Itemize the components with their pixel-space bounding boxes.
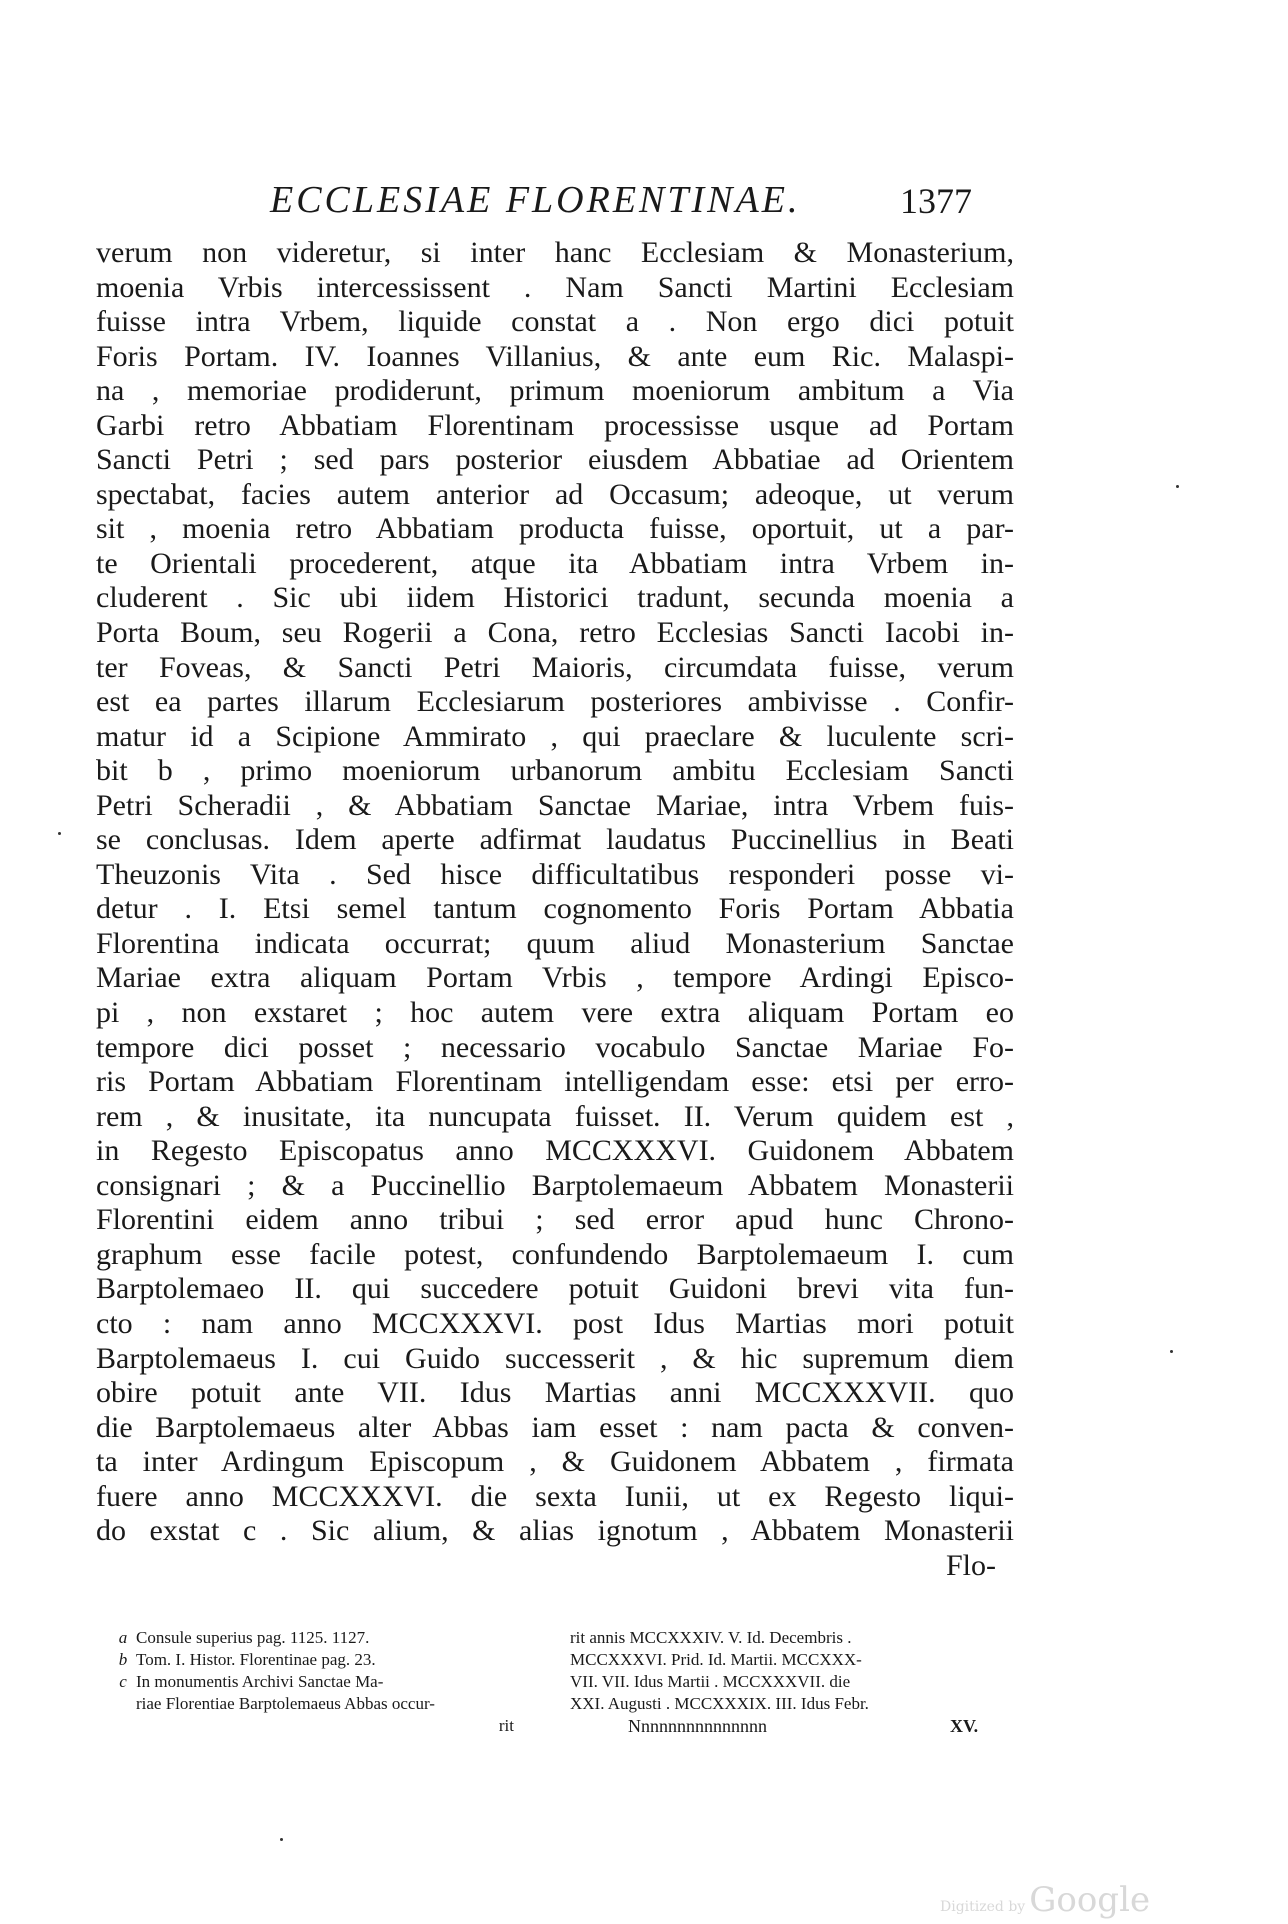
body-line: sit , moenia retro Abbatiam producta fuisse, oportuit, ut a par- [96, 512, 1014, 546]
body-line: die Barptolemaeus alter Abbas iam esset : nam pacta & conven- [96, 1410, 1014, 1444]
digitized-watermark [940, 1880, 1150, 1920]
body-line: do exstat c . Sic alium, & alias ignotum , Abbatem Monasterii [96, 1514, 1014, 1548]
footnote-text: XXI. Augusti . MCCXXXIX. III. Idus Febr. [570, 1694, 869, 1713]
watermark-prefix: Digitized by [940, 1899, 1026, 1915]
page-speck [1170, 1350, 1173, 1353]
body-line: ter Foveas, & Sancti Petri Maioris, circumdata fuisse, verum [96, 650, 1014, 684]
footnote [110, 1671, 560, 1693]
footnote [110, 1693, 560, 1715]
running-title: ECCLESIAE FLORENTINAE. [270, 179, 801, 221]
body-line: Porta Boum, seu Rogerii a Cona, retro Ecclesias Sancti Iacobi in- [96, 616, 1014, 650]
footnote [110, 1649, 560, 1671]
body-line: bit b , primo moeniorum urbanorum ambitu Ecclesiam Sancti [96, 754, 1014, 788]
body-line: ta inter Ardingum Episcopum , & Guidonem Abbatem , firmata [96, 1445, 1014, 1479]
catchword: Flo- [945, 1548, 996, 1582]
page-speck [58, 832, 61, 835]
footnote-text: VII. VII. Idus Martii . MCCXXXVII. die [570, 1672, 851, 1691]
body-line: obire potuit ante VII. Idus Martias anni MCCXXXVII. quo [96, 1376, 1014, 1410]
watermark-brand: Google [1029, 1880, 1151, 1920]
body-line: pi , non exstaret ; hoc autem vere extra aliquam Portam eo [96, 996, 1014, 1030]
body-line: Florentini eidem anno tribui ; sed error apud hunc Chrono- [96, 1203, 1014, 1237]
body-line: Foris Portam. IV. Ioannes Villanius, & ante eum Ric. Malaspi- [96, 339, 1014, 373]
body-line: ris Portam Abbatiam Florentinam intelligendam esse: etsi per erro- [96, 1065, 1014, 1099]
body-line: consignari ; & a Puccinellio Barptolemaeum Abbatem Monasterii [96, 1168, 1014, 1202]
body-line: Sancti Petri ; sed pars posterior eiusdem Abbatiae ad Orientem [96, 443, 1014, 477]
signature-mark: Nnnnnnnnnnnnnnn [628, 1716, 767, 1736]
body-line: moenia Vrbis intercessissent . Nam Sancti Martini Ecclesiam [96, 270, 1014, 304]
body-line: Petri Scheradii , & Abbatiam Sanctae Mariae, intra Vrbem fuis- [96, 788, 1014, 822]
footnote-text: MCCXXXVI. Prid. Id. Martii. MCCXXX- [570, 1650, 862, 1669]
body-line: se conclusas. Idem aperte adfirmat laudatus Puccinellius in Beati [96, 823, 1014, 857]
body-line: te Orientali procederent, atque ita Abbatiam intra Vrbem in- [96, 546, 1014, 580]
footnote [110, 1627, 560, 1649]
footnote-text: rit [498, 1716, 514, 1735]
footnote-text: Consule superius pag. 1125. 1127. [136, 1628, 370, 1647]
body-line: matur id a Scipione Ammirato , qui praeclare & luculente scri- [96, 719, 1014, 753]
footnotes-right [570, 1627, 1020, 1715]
footnote [110, 1715, 560, 1737]
page-speck [1176, 485, 1179, 488]
page-speck [280, 1838, 283, 1841]
footnote-mark: b [118, 1650, 128, 1669]
footnote-text: rit annis MCCXXXIV. V. Id. Decembris . [570, 1628, 852, 1647]
body-line: fuere anno MCCXXXVI. die sexta Iunii, ut ex Regesto liqui- [96, 1479, 1014, 1513]
body-line: na , memoriae prodiderunt, primum moeniorum ambitum a Via [96, 374, 1014, 408]
body-line: verum non videretur, si inter hanc Ecclesiam & Monasterium, [96, 236, 1014, 269]
body-line: Garbi retro Abbatiam Florentinam processisse usque ad Portam [96, 408, 1014, 442]
body-line: Florentina indicata occurrat; quum aliud Monasterium Sanctae [96, 926, 1014, 960]
footnote-text: In monumentis Archivi Sanctae Ma- [136, 1672, 384, 1691]
footnote-mark: a [118, 1628, 128, 1647]
body-line: Barptolemaeo II. qui succedere potuit Guidoni brevi vita fun- [96, 1272, 1014, 1306]
gathering-number: XV. [950, 1716, 979, 1736]
footnote-text: riae Florentiae Barptolemaeus Abbas occur- [136, 1694, 435, 1713]
body-line: in Regesto Episcopatus anno MCCXXXVI. Guidonem Abbatem [96, 1134, 1014, 1168]
body-line: Theuzonis Vita . Sed hisce difficultatibus responderi posse vi- [96, 857, 1014, 891]
body-line: spectabat, facies autem anterior ad Occasum; adeoque, ut verum [96, 477, 1014, 511]
body-line: est ea partes illarum Ecclesiarum posteriores ambivisse . Confir- [96, 685, 1014, 719]
page-number: 1377 [900, 181, 972, 221]
footnote-mark: c [119, 1672, 127, 1691]
body-line: graphum esse facile potest, confundendo Barptolemaeum I. cum [96, 1237, 1014, 1271]
body-line: Mariae extra aliquam Portam Vrbis , tempore Ardingi Episco- [96, 961, 1014, 995]
body-line: cluderent . Sic ubi iidem Historici tradunt, secunda moenia a [96, 581, 1014, 615]
body-line: Barptolemaeus I. cui Guido successerit , & hic supremum diem [96, 1341, 1014, 1375]
body-line: tempore dici posset ; necessario vocabulo Sanctae Mariae Fo- [96, 1030, 1014, 1064]
footnotes-left [110, 1627, 560, 1737]
body-line: rem , & inusitate, ita nuncupata fuisset. II. Verum quidem est , [96, 1099, 1014, 1133]
body-line: detur . I. Etsi semel tantum cognomento Foris Portam Abbatia [96, 892, 1014, 926]
footnote-text: Tom. I. Histor. Florentinae pag. 23. [136, 1650, 376, 1669]
body-line: cto : nam anno MCCXXXVI. post Idus Martias mori potuit [96, 1306, 1014, 1340]
body-line: fuisse intra Vrbem, liquide constat a . Non ergo dici potuit [96, 305, 1014, 339]
body-text [96, 236, 1014, 1583]
